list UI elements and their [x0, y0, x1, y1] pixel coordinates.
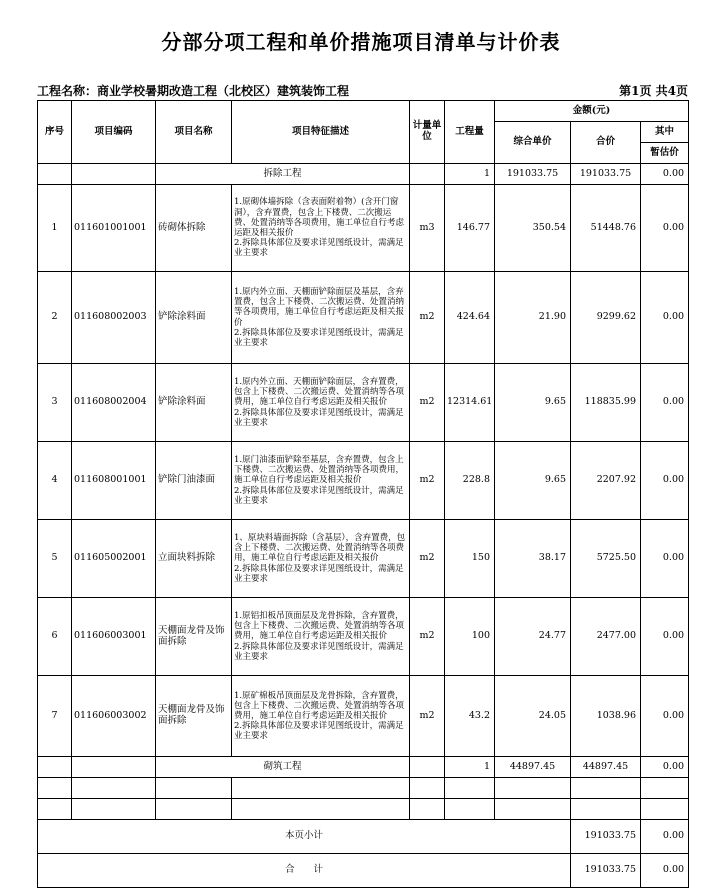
row-provisional: 0.00: [641, 442, 689, 520]
section-total: 191033.75: [571, 164, 641, 185]
row-total: 5725.50: [571, 520, 641, 598]
header-provisional: 暂估价: [641, 143, 689, 164]
header-total: 合价: [571, 122, 641, 164]
header-seq: 序号: [38, 101, 72, 164]
table-row: [38, 185, 689, 272]
row-desc: 1.原砌体墙拆除（含表面附着物）(含开门窗洞），含弃置费，包含上下楼费、二次搬运费、处置消纳等各项费用，施工单位自行考虑运距及相关报价 2.拆除具体部位及要求详见图纸设计，需满足业主要求: [232, 185, 410, 272]
row-desc: 1.原铝扣板吊顶面层及龙骨拆除，含弃置费，包含上下楼费、二次搬运费、处置消纳等各项费用，施工单位自行考虑运距及相关报价 2.拆除具体部位及要求详见图纸设计，需满足业主要求: [232, 598, 410, 676]
row-unit: m2: [410, 520, 445, 598]
table-row: [38, 520, 689, 598]
header-qty: 工程量: [445, 101, 495, 164]
row-seq: 2: [38, 272, 72, 364]
section-provisional: 0.00: [641, 757, 689, 778]
row-code: 011608001001: [72, 442, 156, 520]
header-of-which: 其中: [641, 122, 689, 143]
section-row: [38, 164, 689, 185]
row-total: 118835.99: [571, 364, 641, 442]
header-code: 项目编码: [72, 101, 156, 164]
subtotal-label: 本页小计: [38, 820, 571, 854]
row-total: 1038.96: [571, 676, 641, 757]
section-qty: 1: [445, 164, 495, 185]
row-total: 2477.00: [571, 598, 641, 676]
row-name: 天棚面龙骨及饰面拆除: [156, 598, 232, 676]
row-name: 砖砌体拆除: [156, 185, 232, 272]
row-seq: 3: [38, 364, 72, 442]
subtotal-provisional: 0.00: [641, 820, 689, 854]
row-unit: m2: [410, 442, 445, 520]
row-qty: 43.2: [445, 676, 495, 757]
project-name: 工程名称：商业学校暑期改造工程（北校区）建筑装饰工程: [37, 84, 350, 98]
row-name: 铲除涂料面: [156, 364, 232, 442]
section-total: 44897.45: [571, 757, 641, 778]
row-desc: 1.原门油漆面铲除至基层，含弃置费，包含上下楼费、二次搬运费、处置消纳等各项费用，施工单位自行考虑运距及相关报价 2.拆除具体部位及要求详见图纸设计，需满足业主要求: [232, 442, 410, 520]
row-unit: m2: [410, 364, 445, 442]
document-title: 分部分项工程和单价措施项目清单与计价表: [161, 30, 561, 54]
row-provisional: 0.00: [641, 272, 689, 364]
row-total: 9299.62: [571, 272, 641, 364]
row-qty: 146.77: [445, 185, 495, 272]
row-code: 011601001001: [72, 185, 156, 272]
empty-row: [38, 778, 689, 799]
row-code: 011606003001: [72, 598, 156, 676]
row-provisional: 0.00: [641, 520, 689, 598]
row-name: 立面块料拆除: [156, 520, 232, 598]
row-provisional: 0.00: [641, 598, 689, 676]
row-name: 天棚面龙骨及饰面拆除: [156, 676, 232, 757]
document-meta: [37, 82, 688, 100]
grand-total-total: 191033.75: [571, 854, 641, 888]
row-unit: m3: [410, 185, 445, 272]
row-unit-price: 38.17: [495, 520, 571, 598]
row-desc: 1.原矿棉板吊顶面层及龙骨拆除，含弃置费，包含上下楼费、二次搬运费、处置消纳等各项费用，施工单位自行考虑运距及相关报价 2.拆除具体部位及要求详见图纸设计，需满足业主要求: [232, 676, 410, 757]
row-unit-price: 21.90: [495, 272, 571, 364]
row-provisional: 0.00: [641, 364, 689, 442]
row-seq: 7: [38, 676, 72, 757]
row-unit-price: 9.65: [495, 364, 571, 442]
row-unit-price: 350.54: [495, 185, 571, 272]
row-unit: m2: [410, 272, 445, 364]
row-code: 011606003002: [72, 676, 156, 757]
row-unit-price: 9.65: [495, 442, 571, 520]
empty-row: [38, 799, 689, 820]
row-desc: 1.原内外立面、天棚面铲除面层及基层，含弃置费，包含上下楼费、二次搬运费、处置消纳等各项费用，施工单位自行考虑运距及相关报价 2.拆除具体部位及要求详见图纸设计，需满足业主要求: [232, 272, 410, 364]
row-provisional: 0.00: [641, 185, 689, 272]
section-provisional: 0.00: [641, 164, 689, 185]
row-code: 011605002001: [72, 520, 156, 598]
row-name: 铲除涂料面: [156, 272, 232, 364]
header-name: 项目名称: [156, 101, 232, 164]
row-total: 2207.92: [571, 442, 641, 520]
row-code: 011608002003: [72, 272, 156, 364]
section-unit-price: 44897.45: [495, 757, 571, 778]
row-qty: 100: [445, 598, 495, 676]
row-qty: 12314.61: [445, 364, 495, 442]
table-row: [38, 272, 689, 364]
row-code: 011608002004: [72, 364, 156, 442]
row-provisional: 0.00: [641, 676, 689, 757]
section-unit-price: 191033.75: [495, 164, 571, 185]
row-name: 铲除门油漆面: [156, 442, 232, 520]
grand-total-provisional: 0.00: [641, 854, 689, 888]
table-row: [38, 442, 689, 520]
header-unit-price: 综合单价: [495, 122, 571, 164]
row-desc: 1.原内外立面、天棚面铲除面层，含弃置费，包含上下楼费、二次搬运费、处置消纳等各项费用，施工单位自行考虑运距及相关报价 2.拆除具体部位及要求详见图纸设计，需满足业主要求: [232, 364, 410, 442]
section-name: 砌筑工程: [156, 757, 410, 778]
row-total: 51448.76: [571, 185, 641, 272]
row-seq: 4: [38, 442, 72, 520]
header-amount: 金额(元): [495, 101, 689, 122]
bill-table: [37, 100, 689, 888]
grand-total-label: 合 计: [38, 854, 571, 888]
subtotal-row: [38, 820, 689, 854]
row-unit: m2: [410, 598, 445, 676]
subtotal-total: 191033.75: [571, 820, 641, 854]
grand-total-row: [38, 854, 689, 888]
table-row: [38, 364, 689, 442]
section-row: [38, 757, 689, 778]
header-desc: 项目特征描述: [232, 101, 410, 164]
section-qty: 1: [445, 757, 495, 778]
table-row: [38, 598, 689, 676]
row-qty: 150: [445, 520, 495, 598]
row-seq: 5: [38, 520, 72, 598]
row-qty: 228.8: [445, 442, 495, 520]
row-seq: 6: [38, 598, 72, 676]
page-info: 第1页 共4页: [619, 84, 688, 98]
section-name: 拆除工程: [156, 164, 410, 185]
row-unit: m2: [410, 676, 445, 757]
row-unit-price: 24.05: [495, 676, 571, 757]
row-desc: 1、原块料墙面拆除（含基层），含弃置费，包含上下楼费、二次搬运费、处置消纳等各项费用，施工单位自行考虑运距及相关报价 2.拆除具体部位及要求详见图纸设计，需满足业主要求: [232, 520, 410, 598]
table-row: [38, 676, 689, 757]
row-qty: 424.64: [445, 272, 495, 364]
row-unit-price: 24.77: [495, 598, 571, 676]
row-seq: 1: [38, 185, 72, 272]
header-unit: 计量单位: [410, 101, 445, 164]
